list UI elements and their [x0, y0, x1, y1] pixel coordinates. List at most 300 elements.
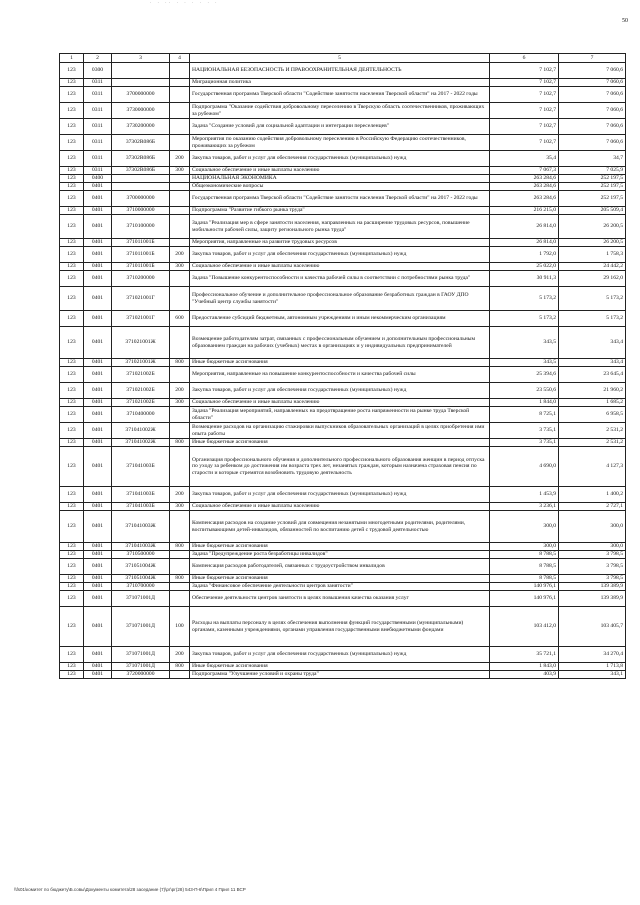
item-name-cell: Социальное обеспечение и иные выплаты населению	[190, 167, 490, 175]
amount-executed-cell: 21 960,2	[559, 383, 626, 399]
expense-type-cell: 300	[170, 399, 190, 407]
expense-type-cell	[170, 511, 190, 543]
expense-type-cell: 200	[170, 487, 190, 503]
table-row	[60, 407, 626, 423]
amount-executed-cell: 252 197,5	[559, 183, 626, 191]
budget-table	[59, 53, 626, 679]
table-row	[60, 383, 626, 399]
code-cell: 123	[60, 663, 84, 671]
code-cell: 123	[60, 439, 84, 447]
item-name-cell: Компенсация расходов на создание условий для совмещения незанятыми многодетными родителями, родителями, воспитывающими детей-инвалидов, обязанностей по воспитанию детей с трудовой деятельностью	[190, 511, 490, 543]
section-cell: 0311	[84, 103, 112, 119]
amount-executed-cell: 103 405,7	[559, 607, 626, 647]
target-article-cell: 371041003Ж	[112, 543, 170, 551]
code-cell: 123	[60, 607, 84, 647]
section-cell: 0401	[84, 423, 112, 439]
table-row	[60, 367, 626, 383]
code-cell: 123	[60, 311, 84, 327]
amount-planned-cell: 8 788,5	[490, 575, 559, 583]
item-name-cell: Задача "Предупреждение роста безработицы инвалидов"	[190, 551, 490, 559]
code-cell: 123	[60, 327, 84, 359]
amount-planned-cell: 7 102,7	[490, 87, 559, 103]
code-cell: 123	[60, 87, 84, 103]
amount-executed-cell: 24 442,2	[559, 263, 626, 271]
table-row	[60, 671, 626, 679]
expense-type-cell: 800	[170, 359, 190, 367]
expense-type-cell: 300	[170, 167, 190, 175]
expense-type-cell: 200	[170, 383, 190, 399]
section-cell: 0401	[84, 663, 112, 671]
code-cell: 123	[60, 447, 84, 487]
amount-planned-cell: 3 735,1	[490, 423, 559, 439]
page-number: 50	[622, 18, 628, 24]
table-row	[60, 423, 626, 439]
item-name-cell: Подпрограмма "Улучшение условий и охраны труда"	[190, 671, 490, 679]
section-cell: 0311	[84, 87, 112, 103]
target-article-cell: 371041002Ж	[112, 423, 170, 439]
section-cell: 0401	[84, 503, 112, 511]
code-cell: 123	[60, 487, 84, 503]
amount-planned-cell: 1 843,0	[490, 663, 559, 671]
table-header-row	[60, 54, 626, 63]
code-cell: 123	[60, 79, 84, 87]
code-cell: 123	[60, 287, 84, 311]
amount-planned-cell: 300,0	[490, 511, 559, 543]
section-cell: 0401	[84, 311, 112, 327]
target-article-cell: 371011001Б	[112, 247, 170, 263]
code-cell: 123	[60, 503, 84, 511]
target-article-cell: 371021001Г	[112, 311, 170, 327]
section-cell: 0311	[84, 79, 112, 87]
amount-executed-cell: 29 162,0	[559, 271, 626, 287]
code-cell: 123	[60, 367, 84, 383]
expense-type-cell	[170, 591, 190, 607]
code-cell: 123	[60, 647, 84, 663]
item-name-cell: Закупка товаров, работ и услуг для обеспечения государственных (муниципальных) нужд	[190, 151, 490, 167]
code-cell: 123	[60, 383, 84, 399]
target-article-cell: 371071001Д	[112, 591, 170, 607]
amount-executed-cell: 1 758,3	[559, 247, 626, 263]
section-cell: 0401	[84, 359, 112, 367]
item-name-cell: Закупка товаров, работ и услуг для обеспечения государственных (муниципальных) нужд	[190, 647, 490, 663]
amount-executed-cell: 7 060,6	[559, 63, 626, 79]
table-row	[60, 263, 626, 271]
amount-executed-cell: 3 798,5	[559, 551, 626, 559]
amount-executed-cell: 205 509,4	[559, 207, 626, 215]
section-cell: 0401	[84, 511, 112, 543]
amount-planned-cell: 7 102,7	[490, 119, 559, 135]
section-cell: 0401	[84, 551, 112, 559]
amount-planned-cell: 5 173,2	[490, 287, 559, 311]
table-row	[60, 503, 626, 511]
table-row	[60, 511, 626, 543]
target-article-cell	[112, 183, 170, 191]
item-name-cell: Задача "Финансовое обеспечение деятельности центров занятости"	[190, 583, 490, 591]
target-article-cell: 371021001Ж	[112, 327, 170, 359]
item-name-cell: Подпрограмма "Развитие гибкого рынка труда"	[190, 207, 490, 215]
table-row	[60, 215, 626, 239]
table-row	[60, 103, 626, 119]
expense-type-cell	[170, 239, 190, 247]
code-cell: 123	[60, 63, 84, 79]
item-name-cell: Обеспечение деятельности центров занятости в целях повышения качества оказания услуг	[190, 591, 490, 607]
target-article-cell: 371011001Б	[112, 239, 170, 247]
code-cell: 123	[60, 551, 84, 559]
amount-executed-cell: 7 060,6	[559, 103, 626, 119]
amount-executed-cell: 7 060,6	[559, 135, 626, 151]
amount-planned-cell: 1 844,0	[490, 399, 559, 407]
target-article-cell: 371071001Д	[112, 647, 170, 663]
item-name-cell: Закупка товаров, работ и услуг для обеспечения государственных (муниципальных) нужд	[190, 487, 490, 503]
amount-executed-cell: 1 685,2	[559, 399, 626, 407]
table-row	[60, 327, 626, 359]
amount-planned-cell: 343,5	[490, 359, 559, 367]
table-row	[60, 119, 626, 135]
item-name-cell: Задача "Реализация мер в сфере занятости населения, направленных на расширение трудовых ресурсов, повышение мобильности рабочей силы, защиту регионального рынка труда"	[190, 215, 490, 239]
target-article-cell: 371041003Б	[112, 487, 170, 503]
expense-type-cell	[170, 215, 190, 239]
amount-executed-cell: 343,4	[559, 359, 626, 367]
item-name-cell: Возмещение работодателям затрат, связанных с профессиональным обучением и дополнительным профессиональным образованием граждан на рабочих (учебных) местах в организациях и у индивидуальных предпринимателей	[190, 327, 490, 359]
amount-planned-cell: 3 735,1	[490, 439, 559, 447]
item-name-cell: НАЦИОНАЛЬНАЯ ЭКОНОМИКА	[190, 175, 490, 183]
table-row	[60, 183, 626, 191]
expense-type-cell: 100	[170, 607, 190, 647]
amount-planned-cell: 140 976,1	[490, 591, 559, 607]
section-cell: 0401	[84, 183, 112, 191]
amount-planned-cell: 8 788,5	[490, 559, 559, 575]
section-cell: 0401	[84, 647, 112, 663]
amount-executed-cell: 7 060,6	[559, 119, 626, 135]
table-row	[60, 447, 626, 487]
target-article-cell: 3710400000	[112, 407, 170, 423]
expense-type-cell	[170, 407, 190, 423]
column-header: 7	[559, 54, 626, 63]
table-row	[60, 591, 626, 607]
table-row	[60, 487, 626, 503]
code-cell: 123	[60, 399, 84, 407]
item-name-cell: Предоставление субсидий бюджетным, автономным учреждениям и иным некоммерческим организациям	[190, 311, 490, 327]
target-article-cell: 37302R086Б	[112, 167, 170, 175]
section-cell: 0311	[84, 151, 112, 167]
code-cell: 123	[60, 215, 84, 239]
amount-executed-cell: 7 060,6	[559, 87, 626, 103]
target-article-cell: 371051004Ж	[112, 559, 170, 575]
expense-type-cell	[170, 671, 190, 679]
section-cell: 0401	[84, 583, 112, 591]
section-cell: 0401	[84, 487, 112, 503]
expense-type-cell	[170, 119, 190, 135]
expense-type-cell: 800	[170, 575, 190, 583]
expense-type-cell: 800	[170, 543, 190, 551]
table-row	[60, 167, 626, 175]
expense-type-cell	[170, 327, 190, 359]
item-name-cell: Мероприятия по оказанию содействия добровольному переселению в Российскую Федерацию соотечественников, проживающих за рубежом	[190, 135, 490, 151]
code-cell: 123	[60, 543, 84, 551]
amount-planned-cell: 5 173,2	[490, 311, 559, 327]
expense-type-cell	[170, 63, 190, 79]
column-header: 6	[490, 54, 559, 63]
code-cell: 123	[60, 183, 84, 191]
amount-executed-cell: 1 713,8	[559, 663, 626, 671]
code-cell: 123	[60, 263, 84, 271]
column-header: 2	[84, 54, 112, 63]
section-cell: 0401	[84, 247, 112, 263]
table-row	[60, 271, 626, 287]
amount-planned-cell: 25 394,6	[490, 367, 559, 383]
target-article-cell: 371011001Б	[112, 263, 170, 271]
section-cell: 0300	[84, 63, 112, 79]
expense-type-cell	[170, 175, 190, 183]
item-name-cell: Иные бюджетные ассигнования	[190, 439, 490, 447]
amount-executed-cell: 252 197,5	[559, 191, 626, 207]
section-cell: 0401	[84, 591, 112, 607]
target-article-cell: 371021001Г	[112, 287, 170, 311]
item-name-cell: Расходы на выплаты персоналу в целях обеспечения выполнения функций государственными (муниципальными) органами, казенными учреждениями, органами управления государственными внебюджетными фондами	[190, 607, 490, 647]
target-article-cell: 3710100000	[112, 215, 170, 239]
column-header: 1	[60, 54, 84, 63]
item-name-cell: Задача "Повышение конкурентоспособности и качества рабочей силы в соответствии с потребностями рынка труда"	[190, 271, 490, 287]
column-header: 5	[190, 54, 490, 63]
code-cell: 123	[60, 167, 84, 175]
section-cell: 0401	[84, 447, 112, 487]
table-row	[60, 399, 626, 407]
item-name-cell: Иные бюджетные ассигнования	[190, 543, 490, 551]
amount-executed-cell: 3 798,5	[559, 575, 626, 583]
amount-executed-cell: 1 400,2	[559, 487, 626, 503]
section-cell: 0401	[84, 367, 112, 383]
amount-executed-cell: 2 531,2	[559, 439, 626, 447]
amount-planned-cell: 7 102,7	[490, 79, 559, 87]
item-name-cell: Государственная программа Тверской области "Содействие занятости населения Тверской области" на 2017 - 2022 годы	[190, 191, 490, 207]
expense-type-cell	[170, 79, 190, 87]
item-name-cell: Государственная программа Тверской области "Содействие занятости населения Тверской области" на 2017 - 2022 годы	[190, 87, 490, 103]
table-row	[60, 559, 626, 575]
section-cell: 0401	[84, 671, 112, 679]
amount-executed-cell: 343,1	[559, 671, 626, 679]
section-cell: 0401	[84, 607, 112, 647]
target-article-cell: 371021002Б	[112, 383, 170, 399]
amount-executed-cell: 5 173,2	[559, 311, 626, 327]
section-cell: 0401	[84, 215, 112, 239]
section-cell: 0401	[84, 191, 112, 207]
target-article-cell: 3730000000	[112, 103, 170, 119]
amount-planned-cell: 263 284,6	[490, 191, 559, 207]
expense-type-cell	[170, 287, 190, 311]
table-row	[60, 87, 626, 103]
expense-type-cell	[170, 87, 190, 103]
code-cell: 123	[60, 151, 84, 167]
item-name-cell: Миграционная политика	[190, 79, 490, 87]
expense-type-cell: 600	[170, 311, 190, 327]
amount-planned-cell: 343,5	[490, 327, 559, 359]
item-name-cell: Организация профессионального обучения и дополнительного профессионального образования женщин в период отпуска по уходу за ребенком до достижения им возраста трех лет, незанятых граждан, которым назначена страховая пенсия по старости и которые стремятся возобновить трудовую деятельность	[190, 447, 490, 487]
amount-planned-cell: 4 690,0	[490, 447, 559, 487]
amount-executed-cell: 6 958,5	[559, 407, 626, 423]
section-cell: 0311	[84, 167, 112, 175]
expense-type-cell: 200	[170, 647, 190, 663]
amount-executed-cell: 2 727,1	[559, 503, 626, 511]
code-cell: 123	[60, 407, 84, 423]
amount-planned-cell: 26 814,0	[490, 215, 559, 239]
table-row	[60, 551, 626, 559]
table-row	[60, 175, 626, 183]
amount-planned-cell: 7 102,7	[490, 135, 559, 151]
target-article-cell: 371051004Ж	[112, 575, 170, 583]
table-row	[60, 439, 626, 447]
target-article-cell: 371041002Ж	[112, 439, 170, 447]
expense-type-cell: 800	[170, 663, 190, 671]
amount-planned-cell: 300,0	[490, 543, 559, 551]
target-article-cell: 371071001Д	[112, 663, 170, 671]
item-name-cell: Задача "Реализация мероприятий, направленных на предотвращение роста напряженности на рынке труда Тверской области"	[190, 407, 490, 423]
scan-artifact-text: ' ' '' ' ' ' ' ' '	[150, 1, 220, 6]
item-name-cell: Закупка товаров, работ и услуг для обеспечения государственных (муниципальных) нужд	[190, 383, 490, 399]
amount-planned-cell: 30 911,3	[490, 271, 559, 287]
item-name-cell: Возмещение расходов на организацию стажировки выпускников образовательных организаций в целях приобретения ими опыта работы	[190, 423, 490, 439]
code-cell: 123	[60, 583, 84, 591]
item-name-cell: Социальное обеспечение и иные выплаты населению	[190, 503, 490, 511]
amount-executed-cell: 4 127,3	[559, 447, 626, 487]
item-name-cell: Задача "Создание условий для социальной адаптации и интеграции переселенцев"	[190, 119, 490, 135]
amount-planned-cell: 403,9	[490, 671, 559, 679]
item-name-cell: Иные бюджетные ассигнования	[190, 359, 490, 367]
code-cell: 123	[60, 591, 84, 607]
expense-type-cell	[170, 183, 190, 191]
expense-type-cell	[170, 583, 190, 591]
table-row	[60, 135, 626, 151]
target-article-cell: 371071001Д	[112, 607, 170, 647]
target-article-cell: 371041003Ж	[112, 511, 170, 543]
item-name-cell: Мероприятия, направленные на развитие трудовых ресурсов	[190, 239, 490, 247]
amount-planned-cell: 1 792,0	[490, 247, 559, 263]
table-row	[60, 247, 626, 263]
code-cell: 123	[60, 671, 84, 679]
expense-type-cell	[170, 551, 190, 559]
expense-type-cell	[170, 367, 190, 383]
amount-planned-cell: 35 721,1	[490, 647, 559, 663]
table-row	[60, 647, 626, 663]
target-article-cell: 37302R086Б	[112, 151, 170, 167]
section-cell: 0401	[84, 399, 112, 407]
amount-executed-cell: 34 270,4	[559, 647, 626, 663]
amount-executed-cell: 139 389,9	[559, 583, 626, 591]
table-row	[60, 311, 626, 327]
expense-type-cell	[170, 135, 190, 151]
code-cell: 123	[60, 175, 84, 183]
amount-planned-cell: 140 976,1	[490, 583, 559, 591]
table-row	[60, 575, 626, 583]
file-path-footer: \\fs01\комитет по бюджету\Б.совы\Документы комитета\28 заседание (7)\рг\рг(28) 543-П-6\Прил 4 Прил 11 ВСР	[14, 887, 246, 892]
amount-executed-cell: 34,7	[559, 151, 626, 167]
table-row	[60, 359, 626, 367]
item-name-cell: Подпрограмма "Оказание содействия добровольному переселению в Тверскую область соотечественников, проживающих за рубежом"	[190, 103, 490, 119]
target-article-cell: 3710000000	[112, 207, 170, 215]
item-name-cell: Иные бюджетные ассигнования	[190, 575, 490, 583]
amount-executed-cell: 300,0	[559, 543, 626, 551]
section-cell: 0401	[84, 263, 112, 271]
table-row	[60, 191, 626, 207]
amount-planned-cell: 23 550,6	[490, 383, 559, 399]
target-article-cell: 371021002Б	[112, 399, 170, 407]
amount-planned-cell: 1 453,9	[490, 487, 559, 503]
amount-planned-cell: 103 412,0	[490, 607, 559, 647]
code-cell: 123	[60, 103, 84, 119]
code-cell: 123	[60, 207, 84, 215]
amount-executed-cell: 3 798,5	[559, 559, 626, 575]
amount-executed-cell: 5 173,2	[559, 287, 626, 311]
expense-type-cell: 200	[170, 247, 190, 263]
item-name-cell: Компенсация расходов работодателей, связанных с трудоустройством инвалидов	[190, 559, 490, 575]
section-cell: 0311	[84, 135, 112, 151]
expense-type-cell: 300	[170, 503, 190, 511]
code-cell: 123	[60, 575, 84, 583]
expense-type-cell	[170, 447, 190, 487]
table-row	[60, 63, 626, 79]
target-article-cell: 3710200000	[112, 271, 170, 287]
code-cell: 123	[60, 271, 84, 287]
expense-type-cell	[170, 103, 190, 119]
section-cell: 0401	[84, 439, 112, 447]
expense-type-cell: 200	[170, 151, 190, 167]
table-row	[60, 583, 626, 591]
amount-executed-cell: 7 025,9	[559, 167, 626, 175]
amount-executed-cell: 26 200,5	[559, 215, 626, 239]
item-name-cell: Социальное обеспечение и иные выплаты населению	[190, 263, 490, 271]
section-cell: 0400	[84, 175, 112, 183]
column-header: 3	[112, 54, 170, 63]
section-cell: 0401	[84, 407, 112, 423]
target-article-cell: 3730200000	[112, 119, 170, 135]
section-cell: 0311	[84, 119, 112, 135]
section-cell: 0401	[84, 287, 112, 311]
target-article-cell: 371021001Ж	[112, 359, 170, 367]
target-article-cell: 371041003Б	[112, 503, 170, 511]
column-header: 4	[170, 54, 190, 63]
expense-type-cell	[170, 423, 190, 439]
amount-planned-cell: 263 284,6	[490, 183, 559, 191]
expense-type-cell: 800	[170, 439, 190, 447]
item-name-cell: Общеэкономические вопросы	[190, 183, 490, 191]
section-cell: 0401	[84, 543, 112, 551]
amount-executed-cell: 139 389,9	[559, 591, 626, 607]
amount-planned-cell: 25 022,0	[490, 263, 559, 271]
table-body	[60, 63, 626, 679]
section-cell: 0401	[84, 207, 112, 215]
target-article-cell: 3710500000	[112, 551, 170, 559]
target-article-cell	[112, 63, 170, 79]
amount-planned-cell: 35,4	[490, 151, 559, 167]
table-row	[60, 239, 626, 247]
section-cell: 0401	[84, 559, 112, 575]
table-row	[60, 79, 626, 87]
code-cell: 123	[60, 119, 84, 135]
amount-executed-cell: 252 197,5	[559, 175, 626, 183]
amount-planned-cell: 8 788,5	[490, 551, 559, 559]
expense-type-cell	[170, 191, 190, 207]
target-article-cell: 3700000000	[112, 87, 170, 103]
amount-executed-cell: 2 531,2	[559, 423, 626, 439]
section-cell: 0401	[84, 239, 112, 247]
table-row	[60, 607, 626, 647]
code-cell: 123	[60, 423, 84, 439]
item-name-cell: Закупка товаров, работ и услуг для обеспечения государственных (муниципальных) нужд	[190, 247, 490, 263]
code-cell: 123	[60, 135, 84, 151]
amount-planned-cell: 263 284,6	[490, 175, 559, 183]
item-name-cell: Мероприятия, направленные на повышение конкурентоспособности и качества рабочей силы	[190, 367, 490, 383]
amount-planned-cell: 26 814,0	[490, 239, 559, 247]
amount-executed-cell: 7 060,6	[559, 79, 626, 87]
